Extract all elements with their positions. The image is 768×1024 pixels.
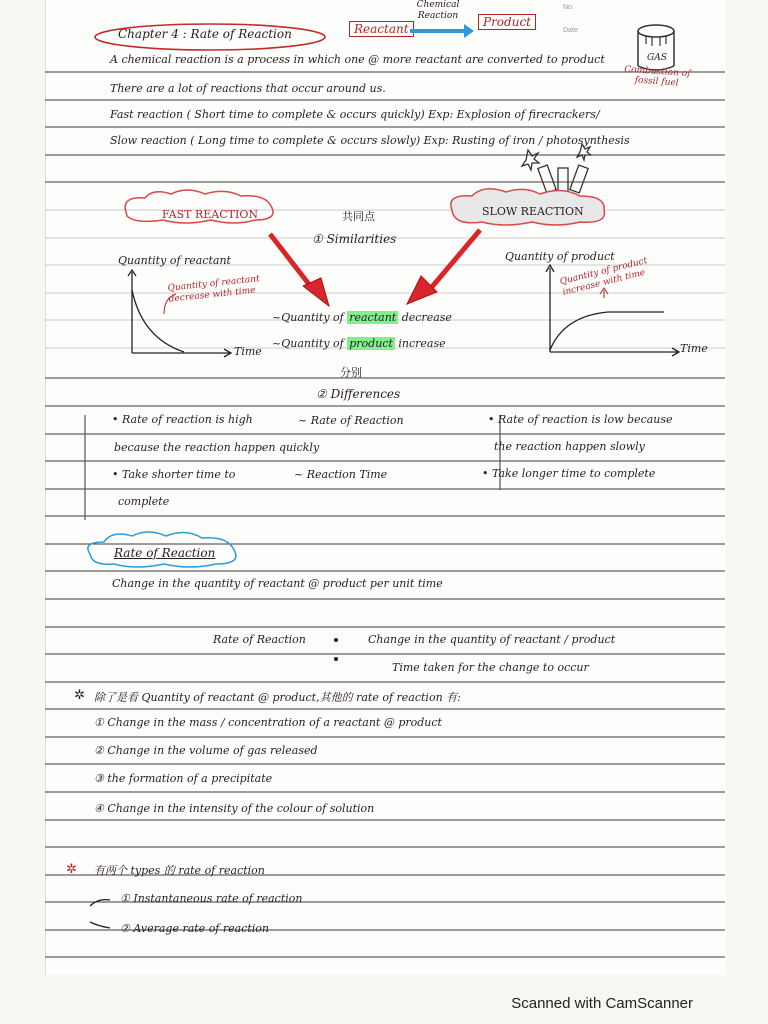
similarity-arrows — [225, 224, 505, 314]
formula-numerator: Change in the quantity of reactant / product — [368, 633, 616, 646]
other-1: ① Change in the mass / concentration of a reactant @ product — [94, 716, 442, 729]
other-2: ② Change in the volume of gas released — [94, 744, 318, 757]
type-2: ② Average rate of reaction — [120, 922, 270, 935]
rate-definition: Change in the quantity of reactant @ product per unit time — [112, 577, 443, 590]
chapter-title: Chapter 4 : Rate of Reaction — [118, 27, 292, 41]
right-graph-note: Quantity of product increase with time — [558, 255, 649, 299]
slow-point-1: • Rate of reaction is low because — [488, 413, 673, 426]
fast-point-1b: because the reaction happen quickly — [114, 441, 320, 454]
differences-zh: 分别 — [340, 366, 362, 379]
other-3: ③ the formation of a precipitate — [94, 772, 273, 785]
corner-no: No. — [563, 4, 574, 11]
type-1: ① Instantaneous rate of reaction — [120, 892, 303, 905]
product-box: Product — [478, 14, 536, 30]
left-graph-note: Quantity of reactant decrease with time — [167, 274, 261, 305]
camscanner-stamp: Scanned with CamScanner — [511, 995, 693, 1012]
divide-dot-bottom — [334, 657, 338, 661]
asterisk-1: ✲ — [74, 688, 85, 703]
other-4: ④ Change in the intensity of the colour of solution — [94, 802, 375, 815]
right-graph-xlabel: Time — [680, 342, 708, 355]
similarity-product: ~Quantity of product increase — [272, 337, 446, 350]
intro-line-4: Slow reaction ( Long time to complete & occurs slowly) Exp: Rusting of iron / photosynthesis — [110, 134, 630, 147]
type-dashes — [88, 896, 114, 932]
intro-line-3: Fast reaction ( Short time to complete & occurs quickly) Exp: Explosion of firecrackers/ — [110, 108, 600, 121]
differences-heading: ② Differences — [316, 387, 401, 401]
diff-time: ~ Reaction Time — [294, 468, 388, 481]
similarity-reactant: ~Quantity of reactant decrease — [272, 311, 452, 324]
diff-rate: ~ Rate of Reaction — [298, 414, 404, 427]
common-points-zh: 共同点 — [342, 210, 375, 223]
slow-reaction-label: SLOW REACTION — [482, 205, 584, 218]
corner-date: Date — [563, 27, 578, 34]
types-intro: 有两个 types 的 rate of reaction — [94, 864, 265, 877]
left-graph-ylabel: Quantity of reactant — [118, 254, 231, 267]
reactant-box: Reactant — [349, 21, 414, 37]
fast-point-2: • Take shorter time to — [112, 468, 236, 481]
fast-reaction-label: FAST REACTION — [162, 208, 258, 221]
others-intro: 除了是看 Quantity of reactant @ product,其他的 rate of reaction 有: — [94, 691, 461, 704]
formula-label: Rate of Reaction — [213, 633, 306, 646]
divide-dot-top — [334, 638, 338, 642]
reaction-arrow — [408, 22, 476, 40]
fast-point-1: • Rate of reaction is high — [112, 413, 253, 426]
formula-denominator: Time taken for the change to occur — [392, 661, 589, 674]
gas-label: GAS — [647, 53, 667, 63]
arrow-label: Chemical Reaction — [416, 0, 460, 21]
intro-line-2: There are a lot of reactions that occur around us. — [110, 82, 386, 95]
fast-point-2b: complete — [118, 495, 170, 508]
rate-title: Rate of Reaction — [114, 546, 216, 560]
intro-line-1: A chemical reaction is a process in which one @ more reactant are converted to product — [110, 53, 605, 66]
combustion-note: Combustion of fossil fuel — [623, 64, 691, 89]
right-graph-ylabel: Quantity of product — [505, 250, 615, 263]
asterisk-2: ✲ — [66, 862, 77, 877]
slow-point-1b: the reaction happen slowly — [494, 440, 645, 453]
similarities-heading: ① Similarities — [312, 232, 397, 246]
left-graph-xlabel: Time — [234, 345, 262, 358]
slow-point-2: • Take longer time to complete — [482, 467, 656, 480]
